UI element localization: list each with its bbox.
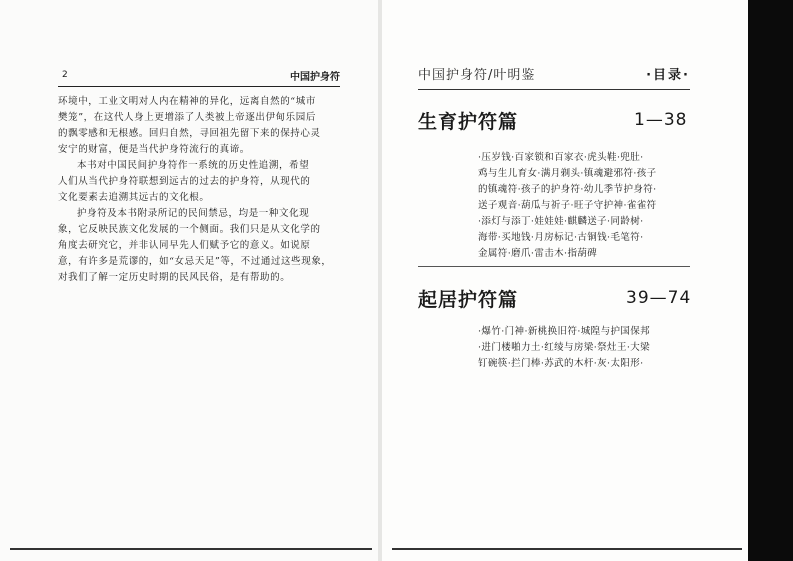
text-line: 本书对中国民间护身符作一系统的历史性追溯，希望 (77, 160, 310, 171)
left-page-body (58, 94, 348, 286)
toc-item-line: 送子观音·葫瓜与祈子·旺子守护神·雀雀符 (478, 200, 657, 211)
toc-item-line: 金属符·磨爪·雷击木·指葫碑 (478, 248, 598, 259)
running-title: 中国护身符 (290, 72, 340, 83)
toc-item-line: ·进门楼啪力土·红绫与房梁·祭灶王·大梁 (478, 342, 651, 353)
toc-item-line: 钉碗筷·拦门棒·苏武的木杆·灰·太阳形· (478, 358, 644, 369)
section-item-list (478, 324, 700, 372)
text-line: 护身符及本书附录所记的民间禁忌，均是一种文化现 (77, 208, 310, 219)
paragraph (58, 158, 348, 206)
left-page-header (58, 68, 340, 84)
text-line: 角度去研究它，并非认同早先人们赋予它的意义。如说原 (58, 240, 311, 251)
book-title: 中国护身符/叶明鉴 (418, 68, 536, 83)
paragraph (58, 206, 348, 286)
text-line: 象，它反映民族文化发展的一个侧面。我们只是从文化学的 (58, 224, 321, 235)
scan-dark-edge (748, 0, 793, 561)
page-number: 2 (62, 70, 68, 80)
toc-item-line: 海带·买地钱·月房标记·古铜钱·毛笔符· (478, 232, 644, 243)
text-line: 对我们了解一定历史时期的民风民俗，是有帮助的。 (58, 272, 291, 283)
paragraph (58, 94, 348, 158)
right-page-header (418, 64, 690, 86)
section-page-range: 1—38 (634, 110, 688, 130)
toc-item-line: 鸡与生儿育女·满月剃头·镇魂避邪符·孩子 (478, 168, 657, 179)
toc-label: ·目录· (646, 68, 690, 83)
section-title: 生育护符篇 (418, 111, 519, 133)
text-line: 的飘零感和无根感。回归自然，寻回祖先留下来的保持心灵 (58, 128, 321, 139)
text-line: 樊笼”，在这代人身上更增添了人类被上帝逐出伊甸乐园后 (58, 112, 316, 123)
toc-item-line: ·压岁钱·百家锁和百家衣·虎头鞋·兜肚· (478, 152, 644, 163)
right-header-rule (418, 89, 690, 90)
left-bottom-rule (10, 548, 372, 550)
text-line: 人们从当代护身符联想到远古的过去的护身符，从现代的 (58, 176, 311, 187)
text-line: 环境中，工业文明对人内在精神的异化，远离自然的“城市 (58, 96, 316, 107)
left-header-rule (58, 86, 340, 87)
text-line: 安宁的财富，便是当代护身符流行的真谛。 (58, 144, 250, 155)
toc-item-line: ·添灯与添丁·娃娃娃·麒麟送子·同龄树· (478, 216, 644, 227)
text-line: 意，有许多是荒谬的，如“女忌天足”等，不过通过这些现象， (58, 256, 332, 267)
section-page-range: 39—74 (626, 288, 692, 308)
toc-item-line: ·爆竹·门神·新桃换旧符·城隍与护国保邦 (478, 326, 651, 337)
right-bottom-rule (392, 548, 742, 550)
section-item-list (478, 150, 700, 262)
text-line: 文化要素去追溯其远古的文化根。 (58, 192, 210, 203)
section-title: 起居护符篇 (418, 289, 519, 311)
toc-item-line: 的镇魂符·孩子的护身符·幼儿季节护身符· (478, 184, 657, 195)
section-divider (418, 266, 690, 267)
